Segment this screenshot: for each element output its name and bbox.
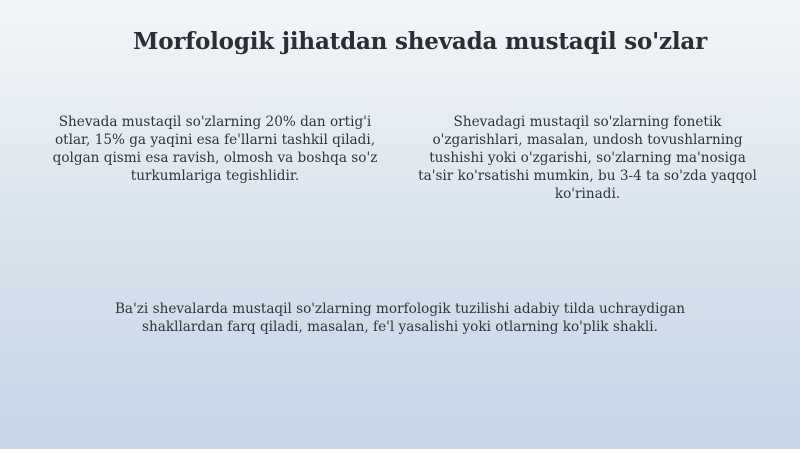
text-block-left: Shevada mustaqil so'zlarning 20% dan ortig'i otlar, 15% ga yaqini esa fe'llarni tashkil qiladi, qolgan qismi esa ravish, olmosh va boshqa so'z turkumlariga tegishlidir. [52, 114, 378, 184]
text-block-bottom: Ba'zi shevalarda mustaqil so'zlarning morfologik tuzilishi adabiy tilda uchraydigan shakllardan farq qiladi, masalan, fe'l yasalishi yoki otlarning ko'plik shakli. [114, 301, 686, 335]
slide-title: Morfologik jihatdan shevada mustaqil so'zlar [132, 28, 708, 55]
text-block-right: Shevadagi mustaqil so'zlarning fonetik o'zgarishlari, masalan, undosh tovushlarning tushishi yoki o'zgarishi, so'zlarning ma'nosiga ta'sir ko'rsatishi mumkin, bu 3-4 ta so'zda yaqqol ko'rinadi. [418, 114, 757, 202]
